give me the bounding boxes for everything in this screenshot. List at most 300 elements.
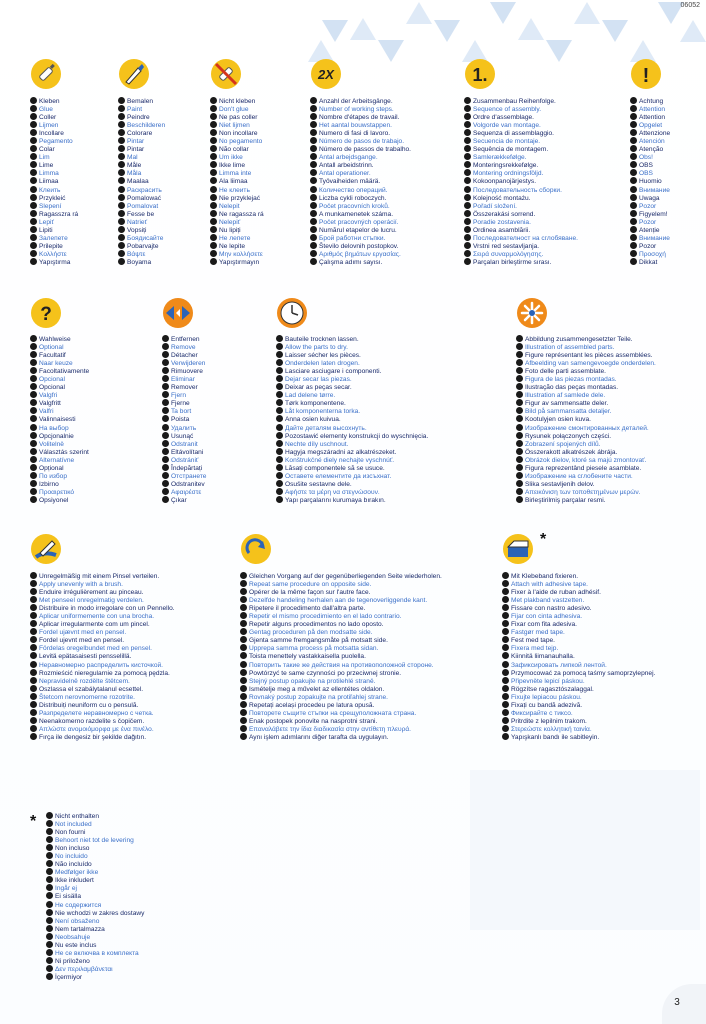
line: Προσοχή (630, 250, 670, 258)
line: Izbirno (30, 480, 89, 488)
not-included-icon: * (30, 813, 37, 830)
line: Изображение смонтированных деталей. (516, 424, 656, 432)
line: Фиксирайте с тиксо. (502, 709, 655, 717)
line: Fördelas oregelbundet med en pensel. (30, 644, 175, 652)
line: Neenakomerno razdelite s čopičem. (30, 717, 175, 725)
line: Nem tartalmazza (46, 925, 144, 933)
line: Не лепете (210, 234, 264, 242)
line: Gjenta samme fremgangsmåte på motsatt side. (240, 636, 442, 644)
line: Przykleić (30, 194, 78, 202)
line: Colar (30, 145, 78, 153)
line: Alternatívne (30, 456, 89, 464)
line: Zusammenbau Reihenfolge. (464, 97, 578, 105)
line: Nie wchodzi w zakres dostawy (46, 909, 144, 917)
line: Ripetere il procedimento dall'altra parte. (240, 604, 442, 612)
line: Připevněte lepicí páskou. (502, 677, 655, 685)
brush-stroke-icon (30, 533, 62, 565)
line: Remove (162, 343, 206, 351)
line: Bauteile trocknen lassen. (276, 335, 428, 343)
line: Ikke lime (210, 161, 264, 169)
line: Przymocować za pomocą taśmy samoprzylepnej. (502, 669, 655, 677)
line: Låt komponenterna torka. (276, 407, 428, 415)
line: Opțional (30, 464, 89, 472)
svg-text:2X: 2X (318, 67, 334, 82)
line: Détacher (162, 351, 206, 359)
line: Enduire irrégulièrement au pinceau. (30, 588, 175, 596)
line: Eltávolítani (162, 448, 206, 456)
line: Не содержится (46, 901, 144, 909)
line: Bild på sammansatta detaljer. (516, 407, 656, 415)
line: Stejný postup opakujte na protilehlé straně. (240, 677, 442, 685)
line: Fordel ujevnt med en pensel. (30, 636, 175, 644)
line: На выбор (30, 424, 89, 432)
line: Pegamento (30, 137, 78, 145)
line: Fixujte lepiacou páskou. (502, 693, 655, 701)
question-icon (30, 297, 62, 329)
page-number: 3 (674, 997, 680, 1008)
line: Lim (30, 153, 78, 161)
section-optional-text (30, 335, 89, 504)
line: Powtórzyć te same czynności po przeciwnej stronie. (240, 669, 442, 677)
line: Összerakott alkatrészek ábrája. (516, 448, 656, 456)
line: Lasciare asciugare i componenti. (276, 367, 428, 375)
line: Ei sisälla (46, 892, 144, 900)
line: Απλώστε ανομοιόμορφα με ένα πινέλο. (30, 725, 175, 733)
line: Pozor (630, 202, 670, 210)
line: Not included (46, 820, 144, 828)
line: Atenção (630, 145, 670, 153)
line: Aplicar irregularmente com um pincel. (30, 620, 175, 628)
repeat-other-side-icon (240, 533, 272, 565)
line: Don't glue (210, 105, 264, 113)
line: Limma inte (210, 169, 264, 177)
line: Antal operationer. (310, 169, 411, 177)
line: Figure représentant les pièces assemblées. (516, 351, 656, 359)
line: Número de pasos de trabajo. (310, 137, 411, 145)
line: Verwijderen (162, 359, 206, 367)
clock-icon (276, 297, 308, 329)
line: Ne lepite (210, 242, 264, 250)
section-steps-text (310, 97, 411, 266)
line: Összerakási sorrend. (464, 210, 578, 218)
line: Numero di fasi di lavoro. (310, 129, 411, 137)
section-attention-text (630, 97, 670, 266)
line: İçermiyor (46, 973, 144, 981)
asterisk-icon: * (540, 531, 547, 548)
line: Met penseel onregelmatig verdelen. (30, 596, 175, 604)
line: Mal (118, 153, 165, 161)
line: Volgorde van montage. (464, 121, 578, 129)
line: Zobrazení spojených dílů. (516, 440, 656, 448)
line: Usunąć (162, 432, 206, 440)
line: Lăsați componentele să se usuce. (276, 464, 428, 472)
line: Fixar com fita adesiva. (502, 620, 655, 628)
line: Anna osien kuivua. (276, 415, 428, 423)
paint-brush-icon (118, 58, 150, 90)
line: Yapı parçalarını kurumaya bırakın. (276, 496, 428, 504)
line: Зафиксировать липкой лентой. (502, 661, 655, 669)
line: Választás szerint (30, 448, 89, 456)
attention-icon (630, 58, 662, 90)
line: Клеить (30, 186, 78, 194)
line: Slika sestavljenih delov. (516, 480, 656, 488)
line: Repetir alguns procedimentos no lado oposto. (240, 620, 442, 628)
line: Non fourni (46, 828, 144, 836)
line: Valinnaisesti (30, 415, 89, 423)
line: Ilustração das peças montadas. (516, 383, 656, 391)
line: Um ikke (210, 153, 264, 161)
line: Figur av sammensatte deler. (516, 399, 656, 407)
line: Naar keuze (30, 359, 89, 367)
line: Non incluso (46, 844, 144, 852)
line: Çıkar (162, 496, 206, 504)
line: Ni priloženo (46, 957, 144, 965)
line: Отстранете (162, 472, 206, 480)
line: Maalaa (118, 177, 165, 185)
line: Αφήστε τα μέρη να στεγνώσουν. (276, 488, 428, 496)
line: Внимание (630, 234, 670, 242)
line: Раскрасить (118, 186, 165, 194)
line: Število delovnih postopkov. (310, 242, 411, 250)
line: Huomio (630, 177, 670, 185)
line: Yapıştırma (30, 258, 78, 266)
line: Ikke inkludert (46, 876, 144, 884)
glue-tube-icon (30, 58, 62, 90)
svg-text:!: ! (642, 65, 650, 87)
line: Valfri (30, 407, 89, 415)
line: Sequenza di assemblaggio. (464, 129, 578, 137)
line: Osušite sestavne dele. (276, 480, 428, 488)
line: Limma (30, 169, 78, 177)
section-brush-text (30, 572, 175, 741)
line: Attention (630, 113, 670, 121)
document-number: 06052 (680, 2, 700, 9)
line: Rovnaký postup zopakujte na protiľahlej strane. (240, 693, 442, 701)
line: Dejar secar las piezas. (276, 375, 428, 383)
line: Ne pas coller (210, 113, 264, 121)
section-remove-text (162, 335, 206, 504)
line: Удалить (162, 424, 206, 432)
no-glue-icon (210, 58, 242, 90)
line: Medfølger ikke (46, 868, 144, 876)
line: Valgfritt (30, 399, 89, 407)
line: Onderdelen laten drogen. (276, 359, 428, 367)
line: Nu lipiți (210, 226, 264, 234)
line: Konštrukčné diely nechajte vyschnúť. (276, 456, 428, 464)
steps-2x-icon (310, 58, 342, 90)
line: Sequence of assembly. (464, 105, 578, 113)
line: Toista menettely vastakkaisella puolella. (240, 652, 442, 660)
line: Çalışma adımı sayısı. (310, 258, 411, 266)
line: Gentag proceduren på den modsatte side. (240, 628, 442, 636)
line: Fixer à l'aide de ruban adhésif. (502, 588, 655, 596)
line: Внимание (630, 186, 670, 194)
line: Повторить такие же действия на противоположной стороне. (240, 661, 442, 669)
line: Bemalen (118, 97, 165, 105)
line: Дайте деталям высохнуть. (276, 424, 428, 432)
line: Liimaa (30, 177, 78, 185)
line: Δεν περιλαμβάνεται (46, 965, 144, 973)
line: Μην κολλήσετε (210, 250, 264, 258)
line: Poradie zostavenia. (464, 218, 578, 226)
line: Attach with adhesive tape. (502, 580, 655, 588)
assembled-parts-icon (516, 297, 548, 329)
line: Στερεώστε κολλητική ταινία. (502, 725, 655, 733)
line: Paint (118, 105, 165, 113)
line: Nombre d'étapes de travail. (310, 113, 411, 121)
line: Lime (30, 161, 78, 169)
line: По избор (30, 472, 89, 480)
line: Fırça ile dengesiz bir şekilde dağıtın. (30, 733, 175, 741)
line: Ragasszra rá (30, 210, 78, 218)
line: Počet pracovných operácií. (310, 218, 411, 226)
line: Lipiti (30, 226, 78, 234)
line: Pozostawić elementy konstrukcji do wyschnięcia. (276, 432, 428, 440)
line: Dezelfde handeling herhalen aan de tegenoverliggende kant. (240, 596, 442, 604)
line: Illustration af samlede dele. (516, 391, 656, 399)
line: Työvaiheiden määrä. (310, 177, 411, 185)
section-no-glue-text (210, 97, 264, 266)
line: Rysunek połączonych części. (516, 432, 656, 440)
line: No incluido (46, 852, 144, 860)
line: Aplicar uniformemente con una brocha. (30, 612, 175, 620)
svg-text:1.: 1. (472, 65, 488, 85)
line: Attention (630, 105, 670, 113)
line: Samlerækkefølge. (464, 153, 578, 161)
line: Deixar as peças secar. (276, 383, 428, 391)
line: Απεικόνιση των τοποθετημένων μερών. (516, 488, 656, 496)
line: Optional (30, 343, 89, 351)
line: Levitä epätasaisesti pensselillä. (30, 652, 175, 660)
line: Боядисайте (118, 234, 165, 242)
line: Liczba cykli roboczych. (310, 194, 411, 202)
line: Não collar (210, 145, 264, 153)
line: Αφαιρέστε (162, 488, 206, 496)
line: Nu este inclus (46, 941, 144, 949)
line: Fordel ujævnt med en pensel. (30, 628, 175, 636)
line: Não incluído (46, 860, 144, 868)
line: Оставете елементите да изсъхнат. (276, 472, 428, 480)
section-glue-text (30, 97, 78, 266)
line: Rögzítse ragasztószalaggal. (502, 685, 655, 693)
line: Pozor (630, 242, 670, 250)
line: Pozor (630, 218, 670, 226)
line: Niet lijmen (210, 121, 264, 129)
line: Coller (30, 113, 78, 121)
line: Nechte díly uschnout. (276, 440, 428, 448)
background-panel (470, 770, 700, 930)
line: Abbildung zusammengesetzter Teile. (516, 335, 656, 343)
line: Poista (162, 415, 206, 423)
line: Pritrdite z lepilnim trakom. (502, 717, 655, 725)
line: Брой работни стъпки. (310, 234, 411, 242)
line: Nie przyklejać (210, 194, 264, 202)
line: Secuencia de montaje. (464, 137, 578, 145)
line: Número de passos de trabalho. (310, 145, 411, 153)
section-paint-text (118, 97, 165, 266)
line: Lepiť (30, 218, 78, 226)
line: Parçaları birleştirme sırası. (464, 258, 578, 266)
line: Kleben (30, 97, 78, 105)
line: Behoort niet tot de levering (46, 836, 144, 844)
line: Ordre d'assemblage. (464, 113, 578, 121)
line: Rozmieścić nieregularnie za pomocą pędzla. (30, 669, 175, 677)
line: Atenție (630, 226, 670, 234)
line: Fjern (162, 391, 206, 399)
line: Repetați același procedeu pe latura opusă. (240, 701, 442, 709)
svg-text:?: ? (40, 304, 52, 325)
line: Wahlweise (30, 335, 89, 343)
line: Разпределете неравномерно с четка. (30, 709, 175, 717)
line: Fixați cu bandă adezivă. (502, 701, 655, 709)
section-repeat-text (240, 572, 442, 741)
line: Προαιρετικό (30, 488, 89, 496)
line: Facultatif (30, 351, 89, 359)
line: Facoltativamente (30, 367, 89, 375)
line: Количество операций. (310, 186, 411, 194)
line: Oszlassa el szabálytalanul ecsettel. (30, 685, 175, 693)
line: Не клеить (210, 186, 264, 194)
line: Het aantal bouwstappen. (310, 121, 411, 129)
line: Enak postopek ponovite na nasprotni strani. (240, 717, 442, 725)
line: Fjerne (162, 399, 206, 407)
line: Opgelet (630, 121, 670, 129)
line: Nelepiť (210, 218, 264, 226)
line: Kolejność montażu. (464, 194, 578, 202)
line: Ordinea asamblării. (464, 226, 578, 234)
step-one-icon (464, 58, 496, 90)
line: Achtung (630, 97, 670, 105)
line: Obrázok dielov, ktoré sa majú zmontovať. (516, 456, 656, 464)
line: Birleştirilmiş parçalar resmi. (516, 496, 656, 504)
line: Nepravidelně rozdělte štětcem. (30, 677, 175, 685)
line: Montering ordningsföljd. (464, 169, 578, 177)
line: Ta bort (162, 407, 206, 415)
remove-icon (162, 297, 194, 329)
line: Anzahl der Arbeitsgänge. (310, 97, 411, 105)
line: Opcjonalnie (30, 432, 89, 440)
line: Glue (30, 105, 78, 113)
line: Repetir el mismo procedimiento en el lado contrario. (240, 612, 442, 620)
line: Allow the parts to dry. (276, 343, 428, 351)
line: OBS (630, 169, 670, 177)
line: Αριθμός βημάτων εργασίας. (310, 250, 411, 258)
line: Fest med tape. (502, 636, 655, 644)
line: Numărul etapelor de lucru. (310, 226, 411, 234)
line: Atención (630, 137, 670, 145)
line: Ala liimaa (210, 177, 264, 185)
line: Pintar (118, 137, 165, 145)
line: Залепете (30, 234, 78, 242)
line: Неравномерно распределить кисточкой. (30, 661, 175, 669)
line: Tørk komponentene. (276, 399, 428, 407)
line: Lad delene tørre. (276, 391, 428, 399)
line: Pořadí složení. (464, 202, 578, 210)
line: Odstranit (162, 440, 206, 448)
line: Fissare con nastro adesivo. (502, 604, 655, 612)
line: OBS (630, 161, 670, 169)
line: Colorare (118, 129, 165, 137)
line: Yapıştırmayın (210, 258, 264, 266)
line: Не се включва в комплекта (46, 949, 144, 957)
line: Boyama (118, 258, 165, 266)
header-triangle-pattern (300, 0, 706, 64)
line: Natrieť (118, 218, 165, 226)
line: Måla (118, 169, 165, 177)
line: Met plakband vastzetten. (502, 596, 655, 604)
line: Επαναλάβετε την ίδια διαδικασία στην αντίθετη πλευρά. (240, 725, 442, 733)
line: Foto delle parti assemblate. (516, 367, 656, 375)
line: Ismételje meg a művelet az ellentétes oldalon. (240, 685, 442, 693)
line: Valgfri (30, 391, 89, 399)
section-sequence-text (464, 97, 578, 266)
line: Remover (162, 383, 206, 391)
line: Opérer de la même façon sur l'autre face. (240, 588, 442, 596)
section-assembled-text (516, 335, 656, 504)
line: Повторете същите стъпки на срещуположната страна. (240, 709, 442, 717)
line: Prilepite (30, 242, 78, 250)
line: Uwaga (630, 194, 670, 202)
line: Distribuiți neuniform cu o pensulă. (30, 701, 175, 709)
line: Neobsahuje (46, 933, 144, 941)
line: Štetcom nerovnomerne rozotrite. (30, 693, 175, 701)
line: Måle (118, 161, 165, 169)
line: Ingår ej (46, 884, 144, 892)
line: Illustration of assembled parts. (516, 343, 656, 351)
line: Odstrániť (162, 456, 206, 464)
line: Figura de las piezas montadas. (516, 375, 656, 383)
section-dry-text (276, 335, 428, 504)
line: Aynı işlem adımlarını diğer tarafta da uygulayın. (240, 733, 442, 741)
line: Opsiyonel (30, 496, 89, 504)
line: Apply unevenly with a brush. (30, 580, 175, 588)
line: Není obsaženo (46, 917, 144, 925)
section-tape-text (502, 572, 655, 741)
line: Pintar (118, 145, 165, 153)
line: Kootulyjen osien kuva. (516, 415, 656, 423)
line: Attenzione (630, 129, 670, 137)
line: Slepení (30, 202, 78, 210)
line: A munkamenetek száma. (310, 210, 411, 218)
line: Rimuovere (162, 367, 206, 375)
line: Fastgør med tape. (502, 628, 655, 636)
line: Ne ragassza rá (210, 210, 264, 218)
line: Pomalovat (118, 202, 165, 210)
line: Beschilderen (118, 121, 165, 129)
line: Pomalować (118, 194, 165, 202)
line: Fijar con cinta adhesiva. (502, 612, 655, 620)
line: Opcional (30, 383, 89, 391)
line: Figura reprezentând piesele asamblate. (516, 464, 656, 472)
line: Vopsiți (118, 226, 165, 234)
line: Kiinnitä liimanauhalla. (502, 652, 655, 660)
line: Vrstni red sestavljanja. (464, 242, 578, 250)
line: Mit Klebeband fixieren. (502, 572, 655, 580)
line: Afbeelding van samengevoegde onderdelen. (516, 359, 656, 367)
section-not-included-text (46, 812, 144, 981)
line: Κολλήστε (30, 250, 78, 258)
line: Nelepit (210, 202, 264, 210)
line: Entfernen (162, 335, 206, 343)
line: Βάψτε (118, 250, 165, 258)
line: Upprepa samma process på motsatta sidan. (240, 644, 442, 652)
line: Fixera med tejp. (502, 644, 655, 652)
line: Incollare (30, 129, 78, 137)
line: Antall arbeidstrinn. (310, 161, 411, 169)
line: Последовательность сборки. (464, 186, 578, 194)
line: Antal arbejdsgange. (310, 153, 411, 161)
line: Eliminar (162, 375, 206, 383)
